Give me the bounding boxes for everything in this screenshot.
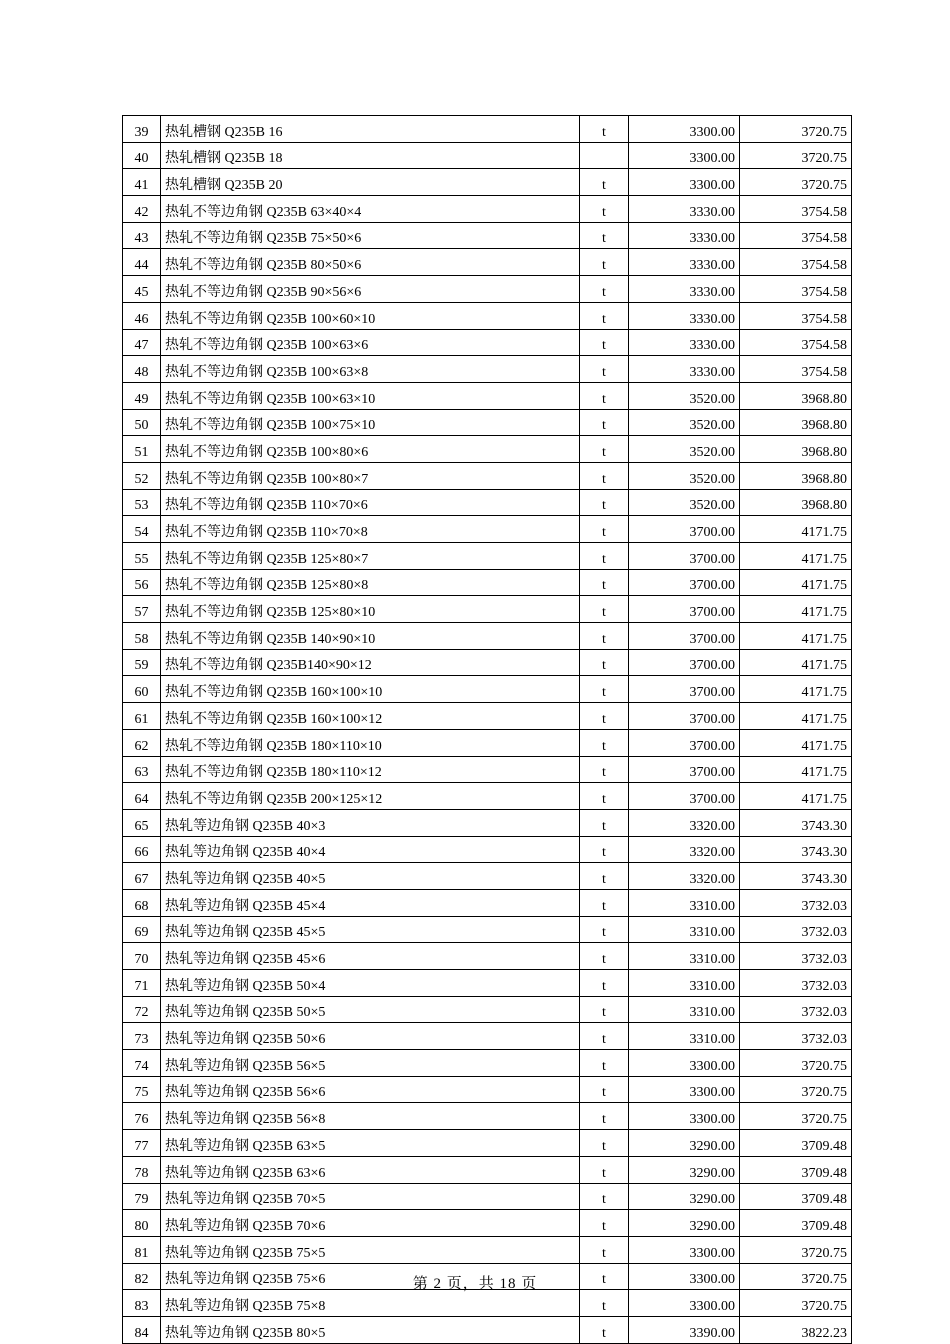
unit-cell: t <box>580 116 629 143</box>
row-number-cell: 39 <box>123 116 161 143</box>
material-name-cell: 热轧槽钢 Q235B 18 <box>161 142 580 169</box>
unit-cell: t <box>580 1263 629 1290</box>
table-row <box>123 996 852 1023</box>
tax-price-cell: 4171.75 <box>740 756 852 783</box>
material-name-cell: 热轧不等边角钢 Q235B140×90×12 <box>161 649 580 676</box>
unit-cell: t <box>580 1023 629 1050</box>
unit-cell: t <box>580 196 629 223</box>
tax-price-cell: 3720.75 <box>740 1263 852 1290</box>
tax-price-cell: 3754.58 <box>740 356 852 383</box>
row-number-cell: 81 <box>123 1236 161 1263</box>
table-row <box>123 1316 852 1343</box>
unit-cell: t <box>580 649 629 676</box>
row-number-cell: 59 <box>123 649 161 676</box>
tax-price-cell: 3709.48 <box>740 1210 852 1237</box>
unit-cell: t <box>580 1316 629 1343</box>
price-cell: 3700.00 <box>629 516 740 543</box>
row-number-cell: 64 <box>123 783 161 810</box>
price-cell: 3320.00 <box>629 836 740 863</box>
material-name-cell: 热轧不等边角钢 Q235B 100×60×10 <box>161 302 580 329</box>
unit-cell: t <box>580 1183 629 1210</box>
tax-price-cell: 3732.03 <box>740 996 852 1023</box>
price-cell: 3320.00 <box>629 809 740 836</box>
unit-cell: t <box>580 436 629 463</box>
tax-price-cell: 3720.75 <box>740 1290 852 1317</box>
price-cell: 3330.00 <box>629 249 740 276</box>
price-cell: 3700.00 <box>629 783 740 810</box>
material-name-cell: 热轧不等边角钢 Q235B 180×110×10 <box>161 729 580 756</box>
row-number-cell: 50 <box>123 409 161 436</box>
unit-cell <box>580 142 629 169</box>
price-cell: 3330.00 <box>629 276 740 303</box>
row-number-cell: 84 <box>123 1316 161 1343</box>
table-row <box>123 409 852 436</box>
price-cell: 3520.00 <box>629 409 740 436</box>
table-row <box>123 676 852 703</box>
tax-price-cell: 3968.80 <box>740 382 852 409</box>
tax-price-cell: 4171.75 <box>740 623 852 650</box>
table-row <box>123 809 852 836</box>
row-number-cell: 76 <box>123 1103 161 1130</box>
row-number-cell: 77 <box>123 1130 161 1157</box>
tax-price-cell: 4171.75 <box>740 596 852 623</box>
table-row <box>123 142 852 169</box>
table-row <box>123 543 852 570</box>
price-cell: 3300.00 <box>629 116 740 143</box>
price-cell: 3520.00 <box>629 436 740 463</box>
table-row <box>123 1103 852 1130</box>
tax-price-cell: 3968.80 <box>740 462 852 489</box>
table-row <box>123 1156 852 1183</box>
row-number-cell: 73 <box>123 1023 161 1050</box>
table-row <box>123 783 852 810</box>
table-row <box>123 1210 852 1237</box>
row-number-cell: 83 <box>123 1290 161 1317</box>
table-row <box>123 1023 852 1050</box>
price-cell: 3310.00 <box>629 889 740 916</box>
price-cell: 3290.00 <box>629 1130 740 1157</box>
unit-cell: t <box>580 943 629 970</box>
tax-price-cell: 3754.58 <box>740 329 852 356</box>
unit-cell: t <box>580 169 629 196</box>
material-name-cell: 热轧不等边角钢 Q235B 80×50×6 <box>161 249 580 276</box>
table-row <box>123 1130 852 1157</box>
table-row <box>123 222 852 249</box>
material-name-cell: 热轧等边角钢 Q235B 56×8 <box>161 1103 580 1130</box>
material-name-cell: 热轧等边角钢 Q235B 50×4 <box>161 970 580 997</box>
tax-price-cell: 4171.75 <box>740 783 852 810</box>
material-name-cell: 热轧不等边角钢 Q235B 160×100×12 <box>161 703 580 730</box>
table-row <box>123 436 852 463</box>
table-row <box>123 196 852 223</box>
table-row <box>123 596 852 623</box>
unit-cell: t <box>580 569 629 596</box>
row-number-cell: 66 <box>123 836 161 863</box>
price-cell: 3330.00 <box>629 302 740 329</box>
unit-cell: t <box>580 1210 629 1237</box>
unit-cell: t <box>580 516 629 543</box>
material-name-cell: 热轧等边角钢 Q235B 56×6 <box>161 1076 580 1103</box>
material-name-cell: 热轧不等边角钢 Q235B 100×75×10 <box>161 409 580 436</box>
price-cell: 3300.00 <box>629 1076 740 1103</box>
price-cell: 3700.00 <box>629 623 740 650</box>
tax-price-cell: 3720.75 <box>740 116 852 143</box>
tax-price-cell: 3732.03 <box>740 943 852 970</box>
table-row <box>123 1183 852 1210</box>
unit-cell: t <box>580 276 629 303</box>
row-number-cell: 57 <box>123 596 161 623</box>
price-cell: 3700.00 <box>629 596 740 623</box>
material-name-cell: 热轧等边角钢 Q235B 40×4 <box>161 836 580 863</box>
material-name-cell: 热轧等边角钢 Q235B 75×5 <box>161 1236 580 1263</box>
unit-cell: t <box>580 1103 629 1130</box>
material-name-cell: 热轧不等边角钢 Q235B 100×63×6 <box>161 329 580 356</box>
material-name-cell: 热轧槽钢 Q235B 16 <box>161 116 580 143</box>
tax-price-cell: 3743.30 <box>740 809 852 836</box>
table-row <box>123 382 852 409</box>
tax-price-cell: 3754.58 <box>740 302 852 329</box>
material-name-cell: 热轧不等边角钢 Q235B 100×80×6 <box>161 436 580 463</box>
row-number-cell: 43 <box>123 222 161 249</box>
unit-cell: t <box>580 729 629 756</box>
row-number-cell: 47 <box>123 329 161 356</box>
row-number-cell: 55 <box>123 543 161 570</box>
table-row <box>123 943 852 970</box>
row-number-cell: 61 <box>123 703 161 730</box>
row-number-cell: 48 <box>123 356 161 383</box>
row-number-cell: 56 <box>123 569 161 596</box>
material-name-cell: 热轧等边角钢 Q235B 50×5 <box>161 996 580 1023</box>
tax-price-cell: 4171.75 <box>740 703 852 730</box>
unit-cell: t <box>580 409 629 436</box>
price-cell: 3290.00 <box>629 1156 740 1183</box>
price-cell: 3700.00 <box>629 543 740 570</box>
price-cell: 3700.00 <box>629 729 740 756</box>
tax-price-cell: 3743.30 <box>740 863 852 890</box>
row-number-cell: 52 <box>123 462 161 489</box>
row-number-cell: 51 <box>123 436 161 463</box>
unit-cell: t <box>580 703 629 730</box>
tax-price-cell: 3754.58 <box>740 276 852 303</box>
unit-cell: t <box>580 489 629 516</box>
price-cell: 3300.00 <box>629 1263 740 1290</box>
table-row <box>123 970 852 997</box>
row-number-cell: 42 <box>123 196 161 223</box>
material-name-cell: 热轧不等边角钢 Q235B 160×100×10 <box>161 676 580 703</box>
unit-cell: t <box>580 543 629 570</box>
table-row <box>123 623 852 650</box>
row-number-cell: 49 <box>123 382 161 409</box>
price-cell: 3310.00 <box>629 970 740 997</box>
unit-cell: t <box>580 1130 629 1157</box>
material-name-cell: 热轧等边角钢 Q235B 45×5 <box>161 916 580 943</box>
table-row <box>123 1236 852 1263</box>
price-cell: 3310.00 <box>629 1023 740 1050</box>
price-cell: 3390.00 <box>629 1316 740 1343</box>
row-number-cell: 62 <box>123 729 161 756</box>
material-name-cell: 热轧等边角钢 Q235B 45×6 <box>161 943 580 970</box>
tax-price-cell: 3743.30 <box>740 836 852 863</box>
table-row <box>123 302 852 329</box>
row-number-cell: 69 <box>123 916 161 943</box>
row-number-cell: 40 <box>123 142 161 169</box>
unit-cell: t <box>580 249 629 276</box>
row-number-cell: 41 <box>123 169 161 196</box>
price-cell: 3330.00 <box>629 222 740 249</box>
row-number-cell: 71 <box>123 970 161 997</box>
material-name-cell: 热轧不等边角钢 Q235B 63×40×4 <box>161 196 580 223</box>
tax-price-cell: 4171.75 <box>740 676 852 703</box>
table-row <box>123 462 852 489</box>
unit-cell: t <box>580 916 629 943</box>
unit-cell: t <box>580 783 629 810</box>
tax-price-cell: 3968.80 <box>740 409 852 436</box>
price-cell: 3520.00 <box>629 489 740 516</box>
unit-cell: t <box>580 382 629 409</box>
material-name-cell: 热轧等边角钢 Q235B 70×6 <box>161 1210 580 1237</box>
tax-price-cell: 3720.75 <box>740 1236 852 1263</box>
table-row <box>123 649 852 676</box>
tax-price-cell: 3732.03 <box>740 970 852 997</box>
price-cell: 3300.00 <box>629 1050 740 1077</box>
unit-cell: t <box>580 809 629 836</box>
unit-cell: t <box>580 1076 629 1103</box>
price-cell: 3700.00 <box>629 649 740 676</box>
material-name-cell: 热轧不等边角钢 Q235B 90×56×6 <box>161 276 580 303</box>
table-row <box>123 1050 852 1077</box>
tax-price-cell: 4171.75 <box>740 729 852 756</box>
material-name-cell: 热轧不等边角钢 Q235B 100×63×8 <box>161 356 580 383</box>
row-number-cell: 45 <box>123 276 161 303</box>
material-name-cell: 热轧不等边角钢 Q235B 100×63×10 <box>161 382 580 409</box>
material-name-cell: 热轧等边角钢 Q235B 70×5 <box>161 1183 580 1210</box>
table-row <box>123 729 852 756</box>
unit-cell: t <box>580 756 629 783</box>
row-number-cell: 58 <box>123 623 161 650</box>
table-row <box>123 836 852 863</box>
price-cell: 3300.00 <box>629 1103 740 1130</box>
unit-cell: t <box>580 836 629 863</box>
material-name-cell: 热轧不等边角钢 Q235B 180×110×12 <box>161 756 580 783</box>
material-name-cell: 热轧不等边角钢 Q235B 100×80×7 <box>161 462 580 489</box>
tax-price-cell: 3732.03 <box>740 1023 852 1050</box>
table-row <box>123 169 852 196</box>
unit-cell: t <box>580 623 629 650</box>
row-number-cell: 72 <box>123 996 161 1023</box>
table-row <box>123 1290 852 1317</box>
price-table-body <box>123 116 852 1344</box>
material-name-cell: 热轧等边角钢 Q235B 45×4 <box>161 889 580 916</box>
material-name-cell: 热轧不等边角钢 Q235B 75×50×6 <box>161 222 580 249</box>
unit-cell: t <box>580 1156 629 1183</box>
table-row <box>123 863 852 890</box>
tax-price-cell: 4171.75 <box>740 543 852 570</box>
unit-cell: t <box>580 356 629 383</box>
tax-price-cell: 3732.03 <box>740 916 852 943</box>
table-row <box>123 329 852 356</box>
table-row <box>123 356 852 383</box>
table-row <box>123 1076 852 1103</box>
material-name-cell: 热轧不等边角钢 Q235B 110×70×8 <box>161 516 580 543</box>
unit-cell: t <box>580 863 629 890</box>
material-name-cell: 热轧槽钢 Q235B 20 <box>161 169 580 196</box>
unit-cell: t <box>580 1236 629 1263</box>
price-cell: 3310.00 <box>629 996 740 1023</box>
tax-price-cell: 4171.75 <box>740 649 852 676</box>
tax-price-cell: 3709.48 <box>740 1156 852 1183</box>
row-number-cell: 68 <box>123 889 161 916</box>
unit-cell: t <box>580 1050 629 1077</box>
row-number-cell: 79 <box>123 1183 161 1210</box>
row-number-cell: 74 <box>123 1050 161 1077</box>
tax-price-cell: 4171.75 <box>740 569 852 596</box>
table-row <box>123 889 852 916</box>
material-name-cell: 热轧不等边角钢 Q235B 125×80×7 <box>161 543 580 570</box>
tax-price-cell: 3754.58 <box>740 222 852 249</box>
tax-price-cell: 3720.75 <box>740 169 852 196</box>
price-cell: 3310.00 <box>629 943 740 970</box>
material-name-cell: 热轧不等边角钢 Q235B 110×70×6 <box>161 489 580 516</box>
material-name-cell: 热轧等边角钢 Q235B 63×6 <box>161 1156 580 1183</box>
unit-cell: t <box>580 970 629 997</box>
price-table <box>122 115 852 1344</box>
price-cell: 3300.00 <box>629 1236 740 1263</box>
price-cell: 3290.00 <box>629 1210 740 1237</box>
unit-cell: t <box>580 676 629 703</box>
material-name-cell: 热轧等边角钢 Q235B 75×6 <box>161 1263 580 1290</box>
price-cell: 3300.00 <box>629 169 740 196</box>
unit-cell: t <box>580 1290 629 1317</box>
row-number-cell: 63 <box>123 756 161 783</box>
price-cell: 3700.00 <box>629 676 740 703</box>
price-cell: 3520.00 <box>629 462 740 489</box>
material-name-cell: 热轧等边角钢 Q235B 40×5 <box>161 863 580 890</box>
row-number-cell: 60 <box>123 676 161 703</box>
tax-price-cell: 3822.23 <box>740 1316 852 1343</box>
price-cell: 3700.00 <box>629 569 740 596</box>
table-row <box>123 249 852 276</box>
table-row <box>123 516 852 543</box>
tax-price-cell: 3720.75 <box>740 1050 852 1077</box>
tax-price-cell: 3732.03 <box>740 889 852 916</box>
price-cell: 3320.00 <box>629 863 740 890</box>
row-number-cell: 82 <box>123 1263 161 1290</box>
tax-price-cell: 3754.58 <box>740 249 852 276</box>
table-row <box>123 276 852 303</box>
row-number-cell: 53 <box>123 489 161 516</box>
material-name-cell: 热轧不等边角钢 Q235B 200×125×12 <box>161 783 580 810</box>
price-cell: 3330.00 <box>629 196 740 223</box>
price-cell: 3300.00 <box>629 1290 740 1317</box>
table-row <box>123 916 852 943</box>
table-row <box>123 569 852 596</box>
material-name-cell: 热轧等边角钢 Q235B 63×5 <box>161 1130 580 1157</box>
table-row <box>123 489 852 516</box>
material-name-cell: 热轧等边角钢 Q235B 56×5 <box>161 1050 580 1077</box>
material-name-cell: 热轧等边角钢 Q235B 40×3 <box>161 809 580 836</box>
price-cell: 3330.00 <box>629 356 740 383</box>
price-cell: 3300.00 <box>629 142 740 169</box>
material-name-cell: 热轧等边角钢 Q235B 75×8 <box>161 1290 580 1317</box>
table-row <box>123 703 852 730</box>
row-number-cell: 44 <box>123 249 161 276</box>
tax-price-cell: 3709.48 <box>740 1183 852 1210</box>
page-footer: 第 2 页，共 18 页 <box>412 1276 538 1292</box>
unit-cell: t <box>580 596 629 623</box>
table-row <box>123 756 852 783</box>
material-name-cell: 热轧不等边角钢 Q235B 125×80×10 <box>161 596 580 623</box>
row-number-cell: 78 <box>123 1156 161 1183</box>
price-cell: 3290.00 <box>629 1183 740 1210</box>
unit-cell: t <box>580 302 629 329</box>
row-number-cell: 75 <box>123 1076 161 1103</box>
material-name-cell: 热轧不等边角钢 Q235B 125×80×8 <box>161 569 580 596</box>
unit-cell: t <box>580 222 629 249</box>
material-name-cell: 热轧等边角钢 Q235B 50×6 <box>161 1023 580 1050</box>
price-cell: 3310.00 <box>629 916 740 943</box>
row-number-cell: 65 <box>123 809 161 836</box>
tax-price-cell: 3968.80 <box>740 436 852 463</box>
unit-cell: t <box>580 996 629 1023</box>
row-number-cell: 46 <box>123 302 161 329</box>
price-cell: 3700.00 <box>629 756 740 783</box>
row-number-cell: 54 <box>123 516 161 543</box>
tax-price-cell: 4171.75 <box>740 516 852 543</box>
unit-cell: t <box>580 889 629 916</box>
tax-price-cell: 3720.75 <box>740 1076 852 1103</box>
price-cell: 3700.00 <box>629 703 740 730</box>
row-number-cell: 70 <box>123 943 161 970</box>
price-cell: 3520.00 <box>629 382 740 409</box>
table-row <box>123 116 852 143</box>
unit-cell: t <box>580 329 629 356</box>
material-name-cell: 热轧等边角钢 Q235B 80×5 <box>161 1316 580 1343</box>
row-number-cell: 80 <box>123 1210 161 1237</box>
tax-price-cell: 3720.75 <box>740 1103 852 1130</box>
row-number-cell: 67 <box>123 863 161 890</box>
unit-cell: t <box>580 462 629 489</box>
material-name-cell: 热轧不等边角钢 Q235B 140×90×10 <box>161 623 580 650</box>
price-cell: 3330.00 <box>629 329 740 356</box>
tax-price-cell: 3709.48 <box>740 1130 852 1157</box>
tax-price-cell: 3968.80 <box>740 489 852 516</box>
tax-price-cell: 3754.58 <box>740 196 852 223</box>
tax-price-cell: 3720.75 <box>740 142 852 169</box>
